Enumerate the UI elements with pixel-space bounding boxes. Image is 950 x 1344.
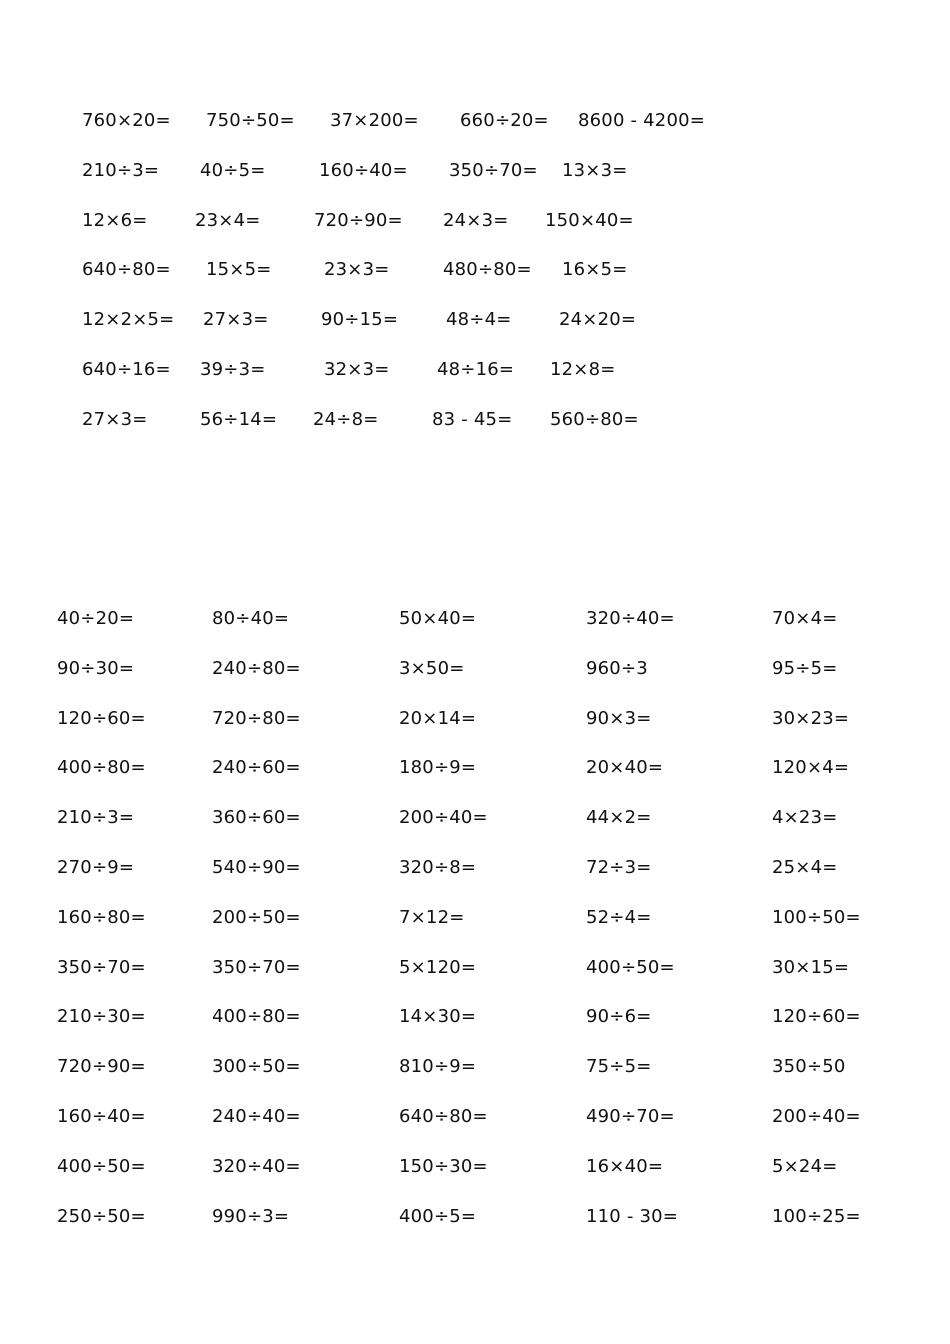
math-problem: 8600 - 4200= bbox=[578, 110, 706, 131]
math-problem: 50×40= bbox=[399, 608, 477, 629]
math-problem: 250÷50= bbox=[57, 1206, 146, 1227]
math-problem: 24÷8= bbox=[313, 409, 379, 430]
math-problem: 560÷80= bbox=[550, 409, 639, 430]
math-problem: 960÷3 bbox=[586, 658, 648, 679]
math-problem: 48÷16= bbox=[437, 359, 515, 380]
math-problem: 12×8= bbox=[550, 359, 616, 380]
math-problem: 400÷80= bbox=[212, 1006, 301, 1027]
math-problem: 270÷9= bbox=[57, 857, 135, 878]
math-problem: 40÷5= bbox=[200, 160, 266, 181]
math-problem: 27×3= bbox=[203, 309, 269, 330]
math-problem: 90×3= bbox=[586, 708, 652, 729]
math-problem: 52÷4= bbox=[586, 907, 652, 928]
math-problem: 120×4= bbox=[772, 757, 850, 778]
math-problem: 200÷40= bbox=[399, 807, 488, 828]
math-problem: 120÷60= bbox=[57, 708, 146, 729]
math-problem: 13×3= bbox=[562, 160, 628, 181]
math-problem: 39÷3= bbox=[200, 359, 266, 380]
math-problem: 990÷3= bbox=[212, 1206, 290, 1227]
math-problem: 44×2= bbox=[586, 807, 652, 828]
math-problem: 3×50= bbox=[399, 658, 465, 679]
math-problem: 90÷30= bbox=[57, 658, 135, 679]
math-problem: 320÷40= bbox=[212, 1156, 301, 1177]
math-problem: 40÷20= bbox=[57, 608, 135, 629]
math-problem: 320÷40= bbox=[586, 608, 675, 629]
math-problem: 540÷90= bbox=[212, 857, 301, 878]
math-problem: 180÷9= bbox=[399, 757, 477, 778]
math-problem: 400÷50= bbox=[57, 1156, 146, 1177]
math-problem: 760×20= bbox=[82, 110, 171, 131]
math-problem: 350÷70= bbox=[212, 957, 301, 978]
math-problem: 350÷70= bbox=[57, 957, 146, 978]
math-problem: 160÷40= bbox=[319, 160, 408, 181]
math-problem: 70×4= bbox=[772, 608, 838, 629]
math-problem: 5×24= bbox=[772, 1156, 838, 1177]
math-problem: 20×14= bbox=[399, 708, 477, 729]
math-problem: 810÷9= bbox=[399, 1056, 477, 1077]
math-problem: 80÷40= bbox=[212, 608, 290, 629]
math-problem: 240÷80= bbox=[212, 658, 301, 679]
math-problem: 25×4= bbox=[772, 857, 838, 878]
math-problem: 400÷50= bbox=[586, 957, 675, 978]
math-problem: 240÷60= bbox=[212, 757, 301, 778]
math-problem: 95÷5= bbox=[772, 658, 838, 679]
math-problem: 120÷60= bbox=[772, 1006, 861, 1027]
math-problem: 83 - 45= bbox=[432, 409, 513, 430]
math-problem: 56÷14= bbox=[200, 409, 278, 430]
math-problem: 210÷3= bbox=[57, 807, 135, 828]
math-problem: 350÷70= bbox=[449, 160, 538, 181]
math-problem: 660÷20= bbox=[460, 110, 549, 131]
math-problem: 110 - 30= bbox=[586, 1206, 679, 1227]
math-problem: 720÷80= bbox=[212, 708, 301, 729]
math-problem: 490÷70= bbox=[586, 1106, 675, 1127]
math-problem: 16×40= bbox=[586, 1156, 664, 1177]
math-problem: 15×5= bbox=[206, 259, 272, 280]
math-problem: 72÷3= bbox=[586, 857, 652, 878]
math-problem: 160÷80= bbox=[57, 907, 146, 928]
math-problem: 23×4= bbox=[195, 210, 261, 231]
math-problem: 100÷25= bbox=[772, 1206, 861, 1227]
math-problem: 4×23= bbox=[772, 807, 838, 828]
math-problem: 48÷4= bbox=[446, 309, 512, 330]
math-problem: 37×200= bbox=[330, 110, 419, 131]
math-problem: 16×5= bbox=[562, 259, 628, 280]
math-problem: 150×40= bbox=[545, 210, 634, 231]
math-problem: 32×3= bbox=[324, 359, 390, 380]
math-problem: 320÷8= bbox=[399, 857, 477, 878]
math-problem: 75÷5= bbox=[586, 1056, 652, 1077]
math-problem: 360÷60= bbox=[212, 807, 301, 828]
math-problem: 23×3= bbox=[324, 259, 390, 280]
math-problem: 14×30= bbox=[399, 1006, 477, 1027]
math-problem: 400÷5= bbox=[399, 1206, 477, 1227]
math-problem: 150÷30= bbox=[399, 1156, 488, 1177]
math-problem: 210÷3= bbox=[82, 160, 160, 181]
math-problem: 200÷50= bbox=[212, 907, 301, 928]
math-problem: 30×23= bbox=[772, 708, 850, 729]
math-problem: 350÷50 bbox=[772, 1056, 846, 1077]
math-problem: 90÷15= bbox=[321, 309, 399, 330]
math-problem: 27×3= bbox=[82, 409, 148, 430]
math-problem: 24×3= bbox=[443, 210, 509, 231]
math-problem: 24×20= bbox=[559, 309, 637, 330]
math-problem: 300÷50= bbox=[212, 1056, 301, 1077]
math-problem: 750÷50= bbox=[206, 110, 295, 131]
math-problem: 400÷80= bbox=[57, 757, 146, 778]
math-problem: 30×15= bbox=[772, 957, 850, 978]
math-problem: 640÷16= bbox=[82, 359, 171, 380]
math-problem: 640÷80= bbox=[82, 259, 171, 280]
math-problem: 20×40= bbox=[586, 757, 664, 778]
math-problem: 210÷30= bbox=[57, 1006, 146, 1027]
math-problem: 12×6= bbox=[82, 210, 148, 231]
math-problem: 5×120= bbox=[399, 957, 477, 978]
math-problem: 640÷80= bbox=[399, 1106, 488, 1127]
math-problem: 720÷90= bbox=[57, 1056, 146, 1077]
math-problem: 200÷40= bbox=[772, 1106, 861, 1127]
math-problem: 100÷50= bbox=[772, 907, 861, 928]
math-problem: 7×12= bbox=[399, 907, 465, 928]
math-problem: 240÷40= bbox=[212, 1106, 301, 1127]
math-problem: 480÷80= bbox=[443, 259, 532, 280]
math-problem: 12×2×5= bbox=[82, 309, 175, 330]
math-problem: 90÷6= bbox=[586, 1006, 652, 1027]
math-problem: 160÷40= bbox=[57, 1106, 146, 1127]
math-problem: 720÷90= bbox=[314, 210, 403, 231]
